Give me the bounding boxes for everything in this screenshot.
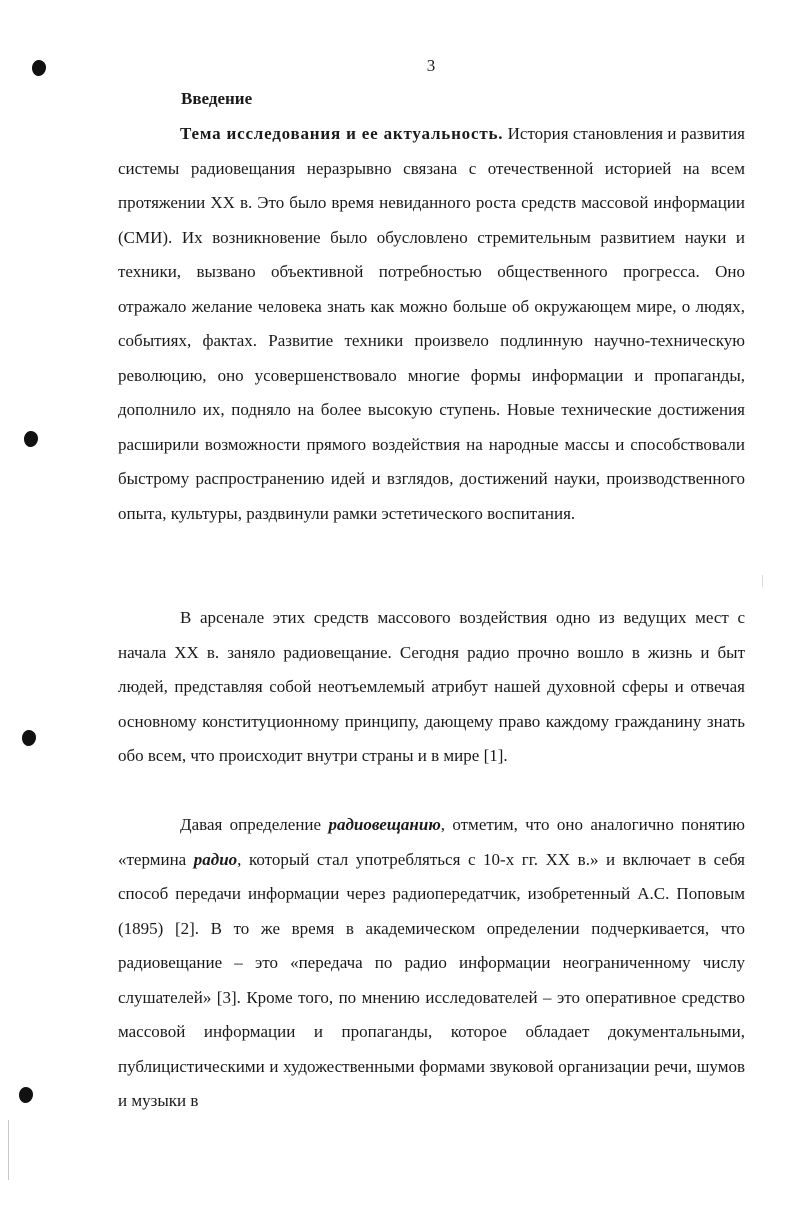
punch-hole-mark: [19, 1087, 33, 1103]
paragraph-text: , который стал употребляться с 10-х гг. XX в.» и включает в себя способ передачи информации через радиопередатчик, изобретенный А.С. Поповым (1895) [2]. В то же время в академическом определении подчеркивается, что радиовещание – это «передача по радио информации неограниченному числу слушателей» [3]. Кроме того, по мнению исследователей – это оперативное средство массовой информации и пропаганды, которое обладает документальными, публицистическими и художественными формами звуковой организации речи, шумов и музыки в: [118, 849, 745, 1110]
paragraph-definition: [118, 808, 745, 1119]
scan-artifact: [762, 575, 763, 587]
term-emphasis: радио: [193, 849, 238, 869]
paragraph-radio-arsenal: [118, 601, 745, 774]
paragraph-text: В арсенале этих средств массового воздействия одно из ведущих мест с начала XX в. заняло радиовещание. Сегодня радио прочно вошло в жизнь и быт людей, представляя собой неотъемлемый атрибут нашей духовной сферы и отвечая основному конституционному принципу, дающему право каждому гражданину знать обо всем, что происходит внутри страны и в мире [1].: [118, 608, 745, 765]
paragraph-text: История становления и развития системы радиовещания неразрывно связана с отечественной историей на всем протяжении XX в. Это было время невиданного роста средств массовой информации (СМИ). Их возникновение было обусловлено стремительным развитием науки и техники, вызвано объективной потребностью общественного прогресса. Оно отражало желание человека знать как можно больше об окружающем мире, о людях, событиях, фактах. Развитие техники произвело подлинную научно-техническую революцию, оно усовершенствовало многие формы информации и пропаганды, дополнило их, подняло на более высокую ступень. Новые технические достижения расширили возможности прямого воздействия на народные массы и способствовали быстрому распространению идей и взглядов, достижений науки, производственного опыта, культуры, раздвинули рамки эстетического воспитания.: [118, 124, 745, 523]
paragraph-topic-relevance: [118, 117, 745, 531]
section-heading: Введение: [181, 89, 253, 108]
term-emphasis: радиовещанию: [328, 815, 441, 834]
punch-hole-mark: [22, 730, 36, 746]
paragraph-text: Давая определение: [180, 815, 329, 834]
paragraph-lead-bold: Тема исследования и ее актуальность.: [180, 124, 504, 143]
punch-hole-mark: [24, 431, 38, 447]
paragraph-text: , отметим, что оно аналогично понятию «термина: [118, 815, 745, 869]
page-number: 3: [426, 56, 436, 75]
scan-artifact: [8, 1120, 9, 1180]
